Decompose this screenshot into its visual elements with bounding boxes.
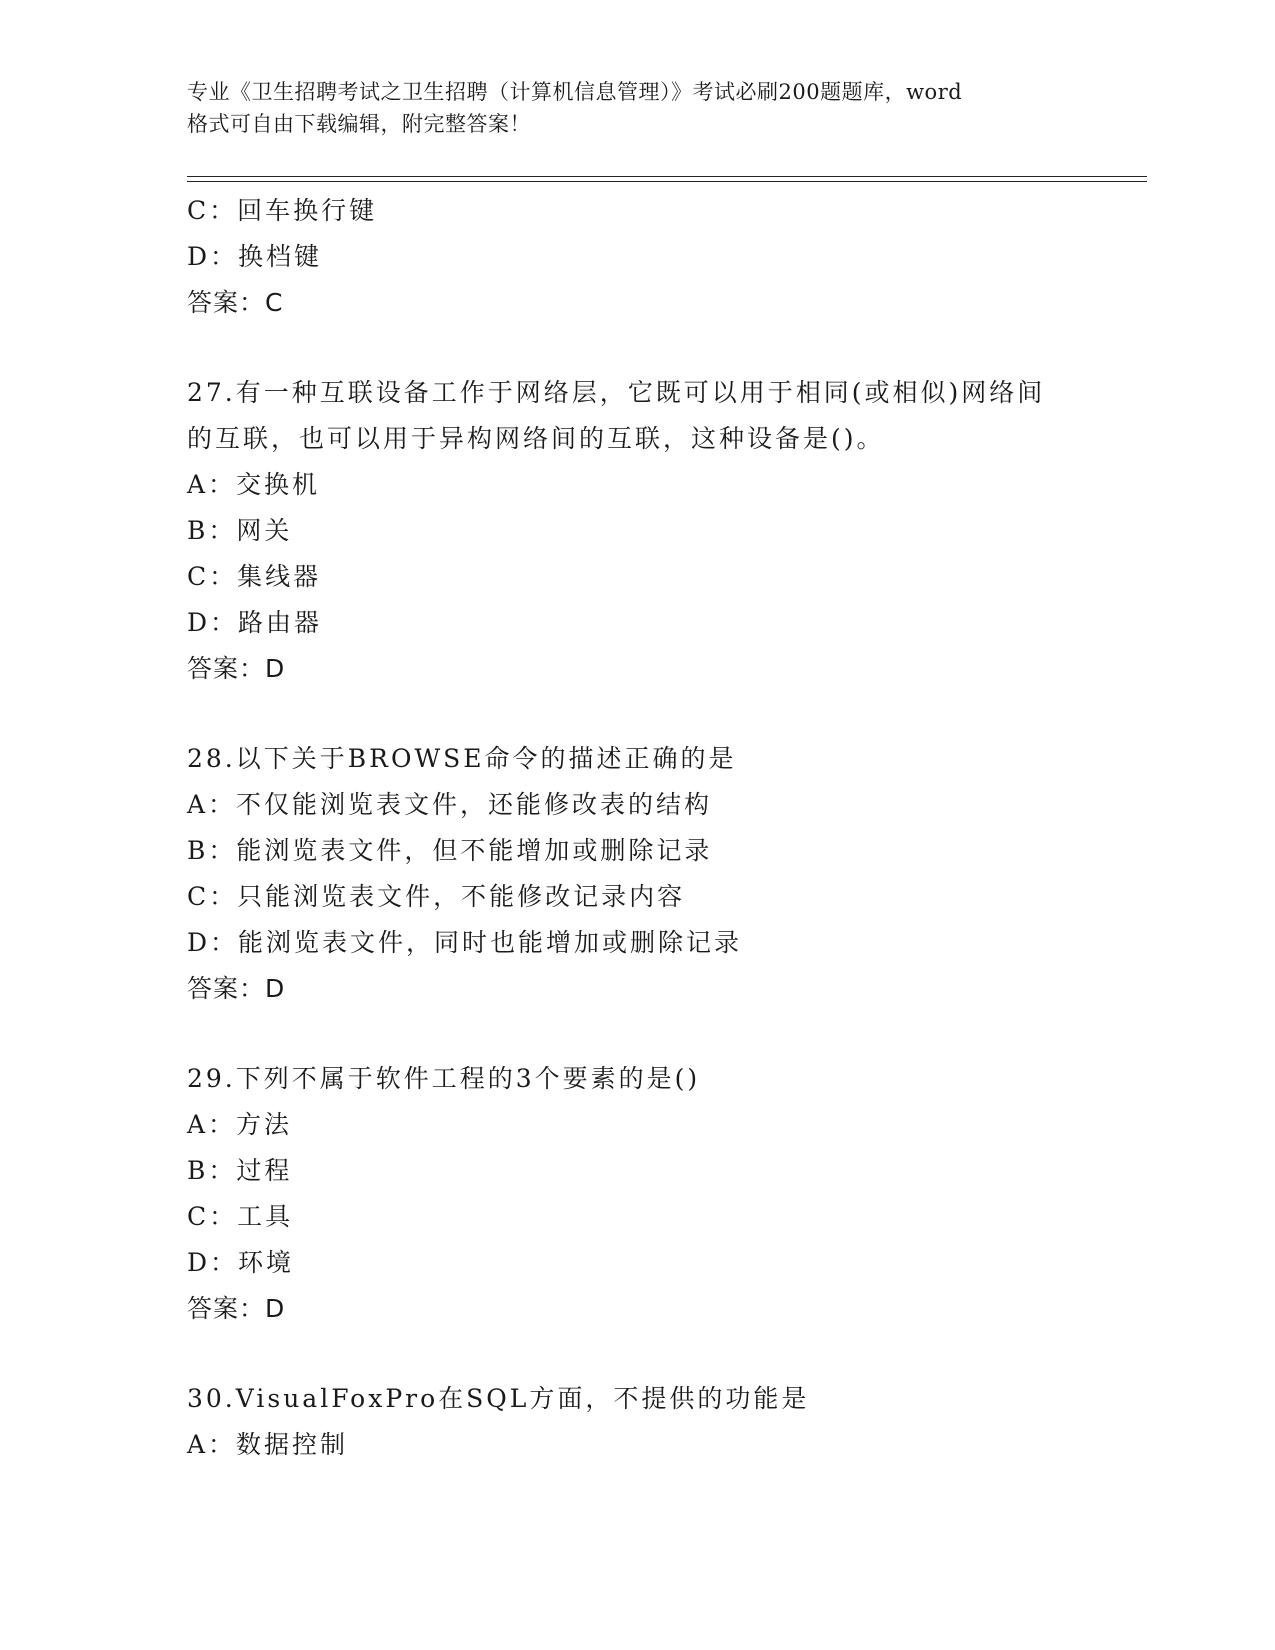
option-a: A：数据控制	[187, 1430, 349, 1459]
option-c: C：回车换行键	[187, 196, 378, 225]
question-stem: 27.有一种互联设备工作于网络层，它既可以用于相同(或相似)网络间	[187, 378, 1046, 407]
document-header	[187, 76, 1087, 140]
question-27	[187, 370, 1087, 692]
option-c: C：工具	[187, 1202, 294, 1231]
header-line-2: 格式可自由下载编辑，附完整答案！	[187, 112, 531, 136]
question-stem: 的互联，也可以用于异构网络间的互联，这种设备是()。	[187, 424, 885, 453]
option-c: C：集线器	[187, 562, 322, 591]
option-d: D：环境	[187, 1248, 295, 1277]
option-b: B：过程	[187, 1156, 293, 1185]
option-a: A：方法	[187, 1110, 293, 1139]
question-28	[187, 736, 1087, 1012]
question-26-tail	[187, 188, 1087, 326]
question-stem: 29.下列不属于软件工程的3个要素的是()	[187, 1064, 701, 1093]
option-a: A：不仅能浏览表文件，还能修改表的结构	[187, 790, 713, 819]
question-list	[187, 188, 1087, 1468]
option-c: C：只能浏览表文件，不能修改记录内容	[187, 882, 686, 911]
header-line-1: 专业《卫生招聘考试之卫生招聘（计算机信息管理）》考试必刷200题题库，word	[187, 80, 963, 104]
option-a: A：交换机	[187, 470, 321, 499]
option-b: B：能浏览表文件，但不能增加或删除记录	[187, 836, 713, 865]
option-b: B：网关	[187, 516, 293, 545]
question-29	[187, 1056, 1087, 1332]
option-d: D：能浏览表文件，同时也能增加或删除记录	[187, 928, 743, 957]
header-rule-top	[187, 176, 1147, 177]
answer-line: 答案：D	[187, 654, 286, 683]
question-30	[187, 1376, 1087, 1468]
option-d: D：换档键	[187, 242, 323, 271]
question-stem: 30.VisualFoxPro在SQL方面，不提供的功能是	[187, 1384, 810, 1413]
answer-line: 答案：D	[187, 974, 286, 1003]
answer-line: 答案：D	[187, 1294, 286, 1323]
option-d: D：路由器	[187, 608, 323, 637]
header-rule-bottom	[187, 181, 1147, 182]
answer-line: 答案：C	[187, 288, 284, 317]
question-stem: 28.以下关于BROWSE命令的描述正确的是	[187, 744, 737, 773]
